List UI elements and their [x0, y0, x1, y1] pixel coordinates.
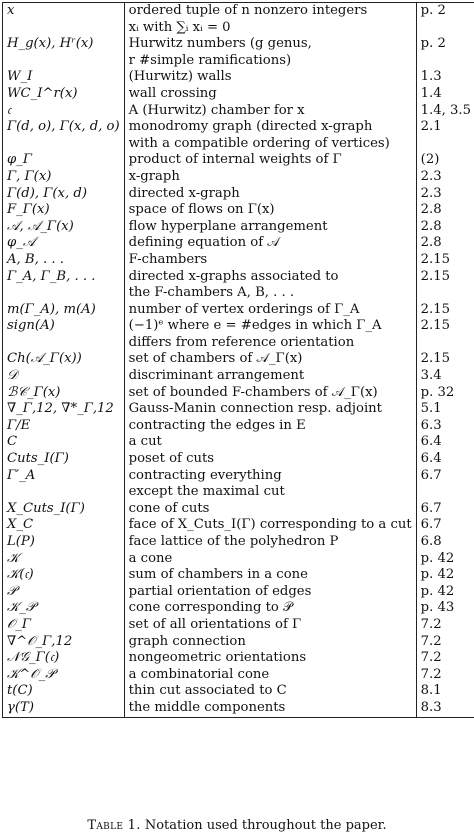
- notation-row: [3, 584, 474, 601]
- notation-meaning-line: monodromy graph (directed x-graph: [128, 119, 373, 135]
- notation-reference: 2.8: [416, 235, 474, 252]
- notation-reference: 6.4: [416, 451, 474, 468]
- notation-reference: 2.1: [416, 119, 474, 152]
- notation-meaning: [124, 534, 416, 551]
- notation-row: [3, 252, 474, 269]
- notation-row: [3, 567, 474, 584]
- notation-symbol: 𝔠: [3, 103, 125, 120]
- notation-meaning-line: graph connection: [128, 633, 246, 649]
- notation-meaning-line: discriminant arrangement: [128, 368, 305, 384]
- notation-reference: 2.15: [416, 318, 474, 351]
- notation-row: [3, 650, 474, 667]
- notation-meaning-line: partial orientation of edges: [128, 583, 312, 599]
- notation-meaning: [124, 252, 416, 269]
- notation-meaning: [124, 202, 416, 219]
- notation-meaning-line: directed x-graph: [128, 185, 240, 201]
- notation-meaning-line: ordered tuple of n nonzero integers: [128, 3, 368, 18]
- notation-meaning-line: cone corresponding to 𝒫: [128, 600, 293, 616]
- notation-meaning-line: A (Hurwitz) chamber for x: [128, 102, 305, 118]
- notation-reference: 6.8: [416, 534, 474, 551]
- notation-meaning: [124, 501, 416, 518]
- notation-row: [3, 401, 474, 418]
- notation-meaning: [124, 451, 416, 468]
- notation-symbol: 𝒜, 𝒜_Γ(x): [3, 219, 125, 236]
- notation-row: [3, 36, 474, 69]
- notation-row: [3, 302, 474, 319]
- notation-meaning-line: directed x-graphs associated to: [128, 268, 339, 284]
- notation-symbol: W_I: [3, 69, 125, 86]
- notation-meaning-line: the F-chambers A, B, . . .: [128, 285, 295, 301]
- notation-reference: 7.2: [416, 667, 474, 684]
- notation-row: [3, 617, 474, 634]
- notation-row: [3, 451, 474, 468]
- notation-row: [3, 700, 474, 717]
- notation-symbol: Γ, Γ(x): [3, 169, 125, 186]
- notation-row: [3, 152, 474, 169]
- notation-reference: p. 32: [416, 385, 474, 402]
- notation-row: [3, 418, 474, 435]
- notation-meaning: [124, 69, 416, 86]
- notation-meaning: [124, 152, 416, 169]
- notation-meaning: [124, 186, 416, 203]
- notation-symbol: ℬ𝒞_Γ(x): [3, 385, 125, 402]
- notation-reference: 2.15: [416, 269, 474, 302]
- notation-row: [3, 219, 474, 236]
- notation-reference: 6.7: [416, 468, 474, 501]
- notation-reference: 8.3: [416, 700, 474, 717]
- notation-row: [3, 368, 474, 385]
- notation-reference: p. 42: [416, 551, 474, 568]
- notation-meaning-line: (−1)ᵉ where e = #edges in which Γ_A: [128, 318, 382, 334]
- notation-meaning-line: number of vertex orderings of Γ_A: [128, 301, 360, 317]
- notation-meaning: [124, 551, 416, 568]
- notation-reference: 2.8: [416, 202, 474, 219]
- notation-reference: 2.8: [416, 219, 474, 236]
- notation-row: [3, 119, 474, 152]
- notation-symbol: 𝒦_𝒫: [3, 600, 125, 617]
- notation-symbol: 𝒟: [3, 368, 125, 385]
- notation-meaning-line: space of flows on Γ(x): [128, 202, 275, 218]
- notation-reference: p. 43: [416, 600, 474, 617]
- notation-reference: p. 2: [416, 3, 474, 37]
- notation-symbol: C: [3, 434, 125, 451]
- notation-row: [3, 186, 474, 203]
- notation-meaning-line: except the maximal cut: [128, 484, 285, 500]
- notation-symbol: WC_I^r(x): [3, 86, 125, 103]
- notation-row: [3, 86, 474, 103]
- notation-row: [3, 235, 474, 252]
- notation-table: [2, 2, 474, 718]
- notation-row: [3, 169, 474, 186]
- notation-row: [3, 385, 474, 402]
- notation-meaning-line: contracting the edges in E: [128, 417, 306, 433]
- notation-meaning: [124, 219, 416, 236]
- notation-row: [3, 269, 474, 302]
- notation-meaning: [124, 600, 416, 617]
- notation-meaning: [124, 351, 416, 368]
- notation-meaning: [124, 418, 416, 435]
- notation-symbol: Γ_A, Γ_B, . . .: [3, 269, 125, 302]
- notation-meaning: [124, 169, 416, 186]
- notation-symbol: 𝒪_Γ: [3, 617, 125, 634]
- notation-meaning: [124, 617, 416, 634]
- notation-symbol: H_g(x), Hʳ(x): [3, 36, 125, 69]
- notation-meaning-line: face of X_Cuts_I(Γ) corresponding to a cut: [128, 517, 412, 533]
- notation-symbol: X_Cuts_I(Γ): [3, 501, 125, 518]
- notation-symbol: F_Γ(x): [3, 202, 125, 219]
- notation-row: [3, 318, 474, 351]
- notation-meaning: [124, 368, 416, 385]
- notation-reference: 6.4: [416, 434, 474, 451]
- notation-reference: 8.1: [416, 683, 474, 700]
- table-caption: [0, 818, 474, 834]
- notation-meaning-line: defining equation of 𝒜: [128, 235, 280, 251]
- notation-meaning-line: a cone: [128, 550, 173, 566]
- notation-reference: 2.15: [416, 302, 474, 319]
- notation-symbol: X_C: [3, 517, 125, 534]
- notation-reference: 2.3: [416, 186, 474, 203]
- notation-meaning: [124, 36, 416, 69]
- notation-reference: 3.4: [416, 368, 474, 385]
- notation-meaning: [124, 318, 416, 351]
- notation-reference: 1.3: [416, 69, 474, 86]
- notation-meaning-line: set of chambers of 𝒜_Γ(x): [128, 351, 303, 367]
- notation-row: [3, 468, 474, 501]
- notation-meaning-line: with a compatible ordering of vertices): [128, 135, 390, 151]
- notation-symbol: 𝒫: [3, 584, 125, 601]
- notation-meaning: [124, 434, 416, 451]
- notation-row: [3, 434, 474, 451]
- notation-reference: p. 2: [416, 36, 474, 69]
- notation-reference: 6.3: [416, 418, 474, 435]
- notation-symbol: Ch(𝒜_Γ(x)): [3, 351, 125, 368]
- notation-reference: 6.7: [416, 501, 474, 518]
- notation-reference: (2): [416, 152, 474, 169]
- notation-meaning-line: contracting everything: [128, 467, 282, 483]
- notation-symbol: γ(T): [3, 700, 125, 717]
- notation-meaning: [124, 86, 416, 103]
- notation-symbol: A, B, . . .: [3, 252, 125, 269]
- notation-reference: 6.7: [416, 517, 474, 534]
- notation-meaning-line: Gauss-Manin connection resp. adjoint: [128, 401, 382, 417]
- notation-symbol: m(Γ_A), m(A): [3, 302, 125, 319]
- notation-row: [3, 634, 474, 651]
- notation-symbol: sign(A): [3, 318, 125, 351]
- notation-meaning: [124, 269, 416, 302]
- notation-symbol: Cuts_I(Γ): [3, 451, 125, 468]
- notation-meaning-line: wall crossing: [128, 85, 217, 101]
- notation-table-body: [3, 3, 474, 718]
- notation-symbol: φ_𝒜: [3, 235, 125, 252]
- notation-symbol: Γ(d), Γ(x, d): [3, 186, 125, 203]
- notation-row: [3, 683, 474, 700]
- notation-meaning-line: face lattice of the polyhedron P: [128, 534, 339, 549]
- notation-row: [3, 69, 474, 86]
- notation-meaning: [124, 235, 416, 252]
- notation-meaning: [124, 517, 416, 534]
- notation-row: [3, 103, 474, 120]
- notation-meaning: [124, 667, 416, 684]
- notation-symbol: t(C): [3, 683, 125, 700]
- notation-meaning-line: r #simple ramifications): [128, 52, 292, 68]
- notation-row: [3, 351, 474, 368]
- notation-meaning: [124, 650, 416, 667]
- notation-meaning-line: a combinatorial cone: [128, 666, 270, 682]
- notation-meaning-line: thin cut associated to C: [128, 683, 287, 699]
- notation-symbol: ∇_Γ,12, ∇*_Γ,12: [3, 401, 125, 418]
- notation-meaning: [124, 119, 416, 152]
- notation-row: [3, 3, 474, 37]
- notation-meaning-line: product of internal weights of Γ: [128, 152, 342, 168]
- notation-reference: 2.15: [416, 351, 474, 368]
- notation-meaning-line: differs from reference orientation: [128, 334, 355, 350]
- notation-symbol: L(P): [3, 534, 125, 551]
- notation-meaning-line: poset of cuts: [128, 451, 215, 467]
- notation-symbol: Γ(d, o), Γ(x, d, o): [3, 119, 125, 152]
- notation-symbol: x: [3, 3, 125, 37]
- notation-reference: 7.2: [416, 650, 474, 667]
- notation-symbol: φ_Γ: [3, 152, 125, 169]
- notation-row: [3, 551, 474, 568]
- notation-meaning: [124, 468, 416, 501]
- notation-symbol: Γ/E: [3, 418, 125, 435]
- notation-meaning-line: set of all orientations of Γ: [128, 616, 302, 632]
- notation-symbol: 𝒩𝒢_Γ(𝔠): [3, 650, 125, 667]
- notation-meaning-line: F-chambers: [128, 251, 208, 267]
- notation-meaning-line: a cut: [128, 434, 162, 450]
- notation-reference: p. 42: [416, 584, 474, 601]
- notation-symbol: ∇^𝒪_Γ,12: [3, 634, 125, 651]
- notation-row: [3, 534, 474, 551]
- notation-meaning: [124, 103, 416, 120]
- notation-meaning-line: sum of chambers in a cone: [128, 567, 308, 583]
- notation-row: [3, 501, 474, 518]
- notation-symbol: 𝒦: [3, 551, 125, 568]
- notation-symbol: 𝒦^𝒪_𝒫: [3, 667, 125, 684]
- notation-row: [3, 600, 474, 617]
- notation-meaning: [124, 401, 416, 418]
- notation-reference: 2.3: [416, 169, 474, 186]
- table-caption-label: Table 1.: [87, 818, 141, 833]
- notation-reference: 5.1: [416, 401, 474, 418]
- notation-meaning: [124, 584, 416, 601]
- notation-meaning-line: cone of cuts: [128, 500, 210, 516]
- notation-meaning-line: Hurwitz numbers (g genus,: [128, 36, 312, 52]
- notation-meaning: [124, 3, 416, 37]
- notation-meaning-line: nongeometric orientations: [128, 650, 307, 666]
- notation-reference: 7.2: [416, 617, 474, 634]
- notation-row: [3, 517, 474, 534]
- notation-reference: 2.15: [416, 252, 474, 269]
- notation-meaning-line: x-graph: [128, 168, 180, 184]
- notation-meaning-line: flow hyperplane arrangement: [128, 218, 328, 234]
- notation-meaning-line: (Hurwitz) walls: [128, 69, 232, 85]
- notation-meaning: [124, 385, 416, 402]
- notation-meaning-line: set of bounded F-chambers of 𝒜_Γ(x): [128, 384, 378, 400]
- notation-meaning: [124, 700, 416, 717]
- notation-reference: p. 42: [416, 567, 474, 584]
- notation-reference: 1.4, 3.5: [416, 103, 474, 120]
- table-caption-text: Notation used throughout the paper.: [144, 818, 387, 833]
- notation-row: [3, 667, 474, 684]
- notation-meaning: [124, 634, 416, 651]
- notation-meaning-line: the middle components: [128, 699, 286, 715]
- notation-symbol: Γ′_A: [3, 468, 125, 501]
- notation-meaning: [124, 567, 416, 584]
- notation-meaning: [124, 683, 416, 700]
- notation-row: [3, 202, 474, 219]
- notation-reference: 7.2: [416, 634, 474, 651]
- notation-reference: 1.4: [416, 86, 474, 103]
- notation-meaning-line: xᵢ with ∑ᵢ xᵢ = 0: [128, 19, 231, 35]
- notation-symbol: 𝒦(𝔠): [3, 567, 125, 584]
- notation-meaning: [124, 302, 416, 319]
